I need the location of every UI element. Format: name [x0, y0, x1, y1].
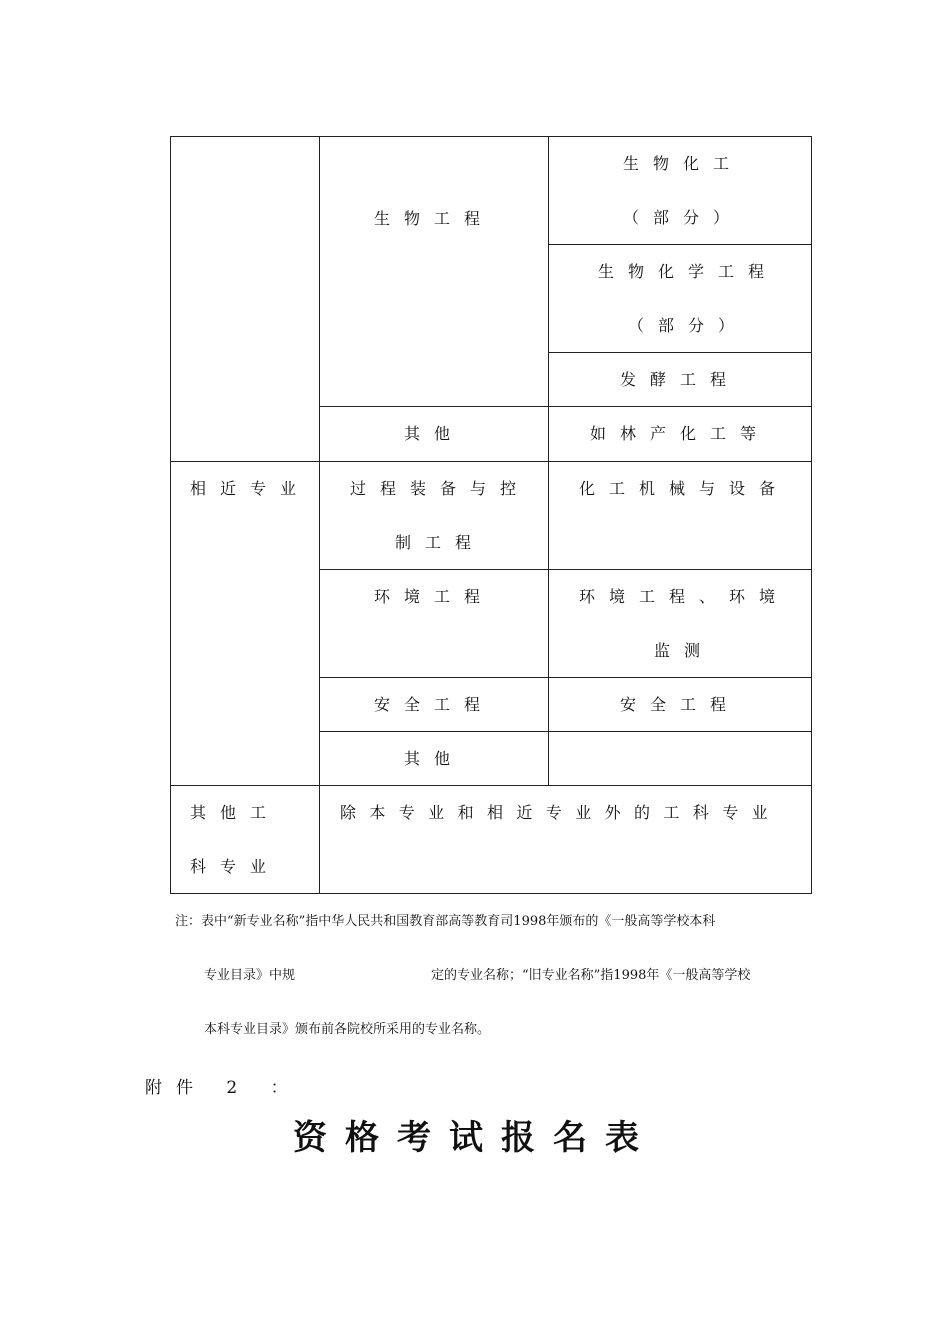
- cell-old-major: [579, 570, 809, 678]
- table-border: [170, 136, 171, 893]
- note-line: 本科专业目录》颁布前各院校所采用的专业名称。: [204, 1022, 491, 1037]
- cell-category: [190, 462, 318, 516]
- cell-text: 环境工程: [373, 587, 494, 606]
- cell-new-major: [320, 407, 548, 461]
- table-border: [811, 136, 812, 893]
- cell-text: 生物化工（部分）: [622, 154, 743, 227]
- cell-text: 监测: [654, 641, 715, 660]
- note-line: 注：表中“新专业名称”指中华人民共和国教育部高等教育司1998年颁布的《一般高等学校本科: [175, 914, 716, 929]
- cell-text: 制工程: [395, 533, 486, 552]
- cell-new-major: [320, 678, 548, 732]
- cell-new-major: [350, 462, 546, 570]
- cell-old-major: [549, 407, 811, 461]
- cell-text: 其他工科专业: [190, 803, 281, 876]
- cell-new-major: [320, 732, 548, 786]
- cell-new-major: [320, 570, 548, 624]
- cell-text: 如林产化工等: [589, 424, 770, 443]
- cell-new-major: [320, 192, 548, 246]
- cell-text: 生物化学工程（部分）: [597, 262, 778, 335]
- note-line: 定的专业名称；“旧专业名称”指1998年《一般高等学校: [431, 968, 751, 983]
- cell-text: 生物工程: [373, 209, 494, 228]
- cell-text: 相近专业: [190, 479, 311, 498]
- cell-old-major: [588, 137, 768, 245]
- cell-text: 发酵工程: [619, 370, 740, 389]
- cell-old-major: [549, 678, 811, 732]
- cell-text: 过程装备与控: [350, 479, 531, 498]
- cell-old-major: [580, 245, 780, 353]
- cell-old-major: [579, 462, 809, 516]
- cell-text: 其他: [403, 424, 464, 443]
- cell-text: 除本专业和相近专业外的工科专业: [340, 803, 782, 822]
- cell-text: 环境工程、环境: [579, 587, 790, 606]
- note-line: 专业目录》中规: [204, 968, 296, 983]
- cell-new-major: [340, 786, 810, 840]
- cell-text: 化工机械与设备: [579, 479, 790, 498]
- cell-text: 安全工程: [373, 695, 494, 714]
- cell-old-major: [549, 353, 811, 407]
- page-title: 资格考试报名表: [293, 1118, 657, 1158]
- attachment-label: 附件 2 ：: [145, 1078, 302, 1098]
- cell-category: [190, 786, 318, 894]
- cell-text: 其他: [403, 749, 464, 768]
- cell-text: 安全工程: [619, 695, 740, 714]
